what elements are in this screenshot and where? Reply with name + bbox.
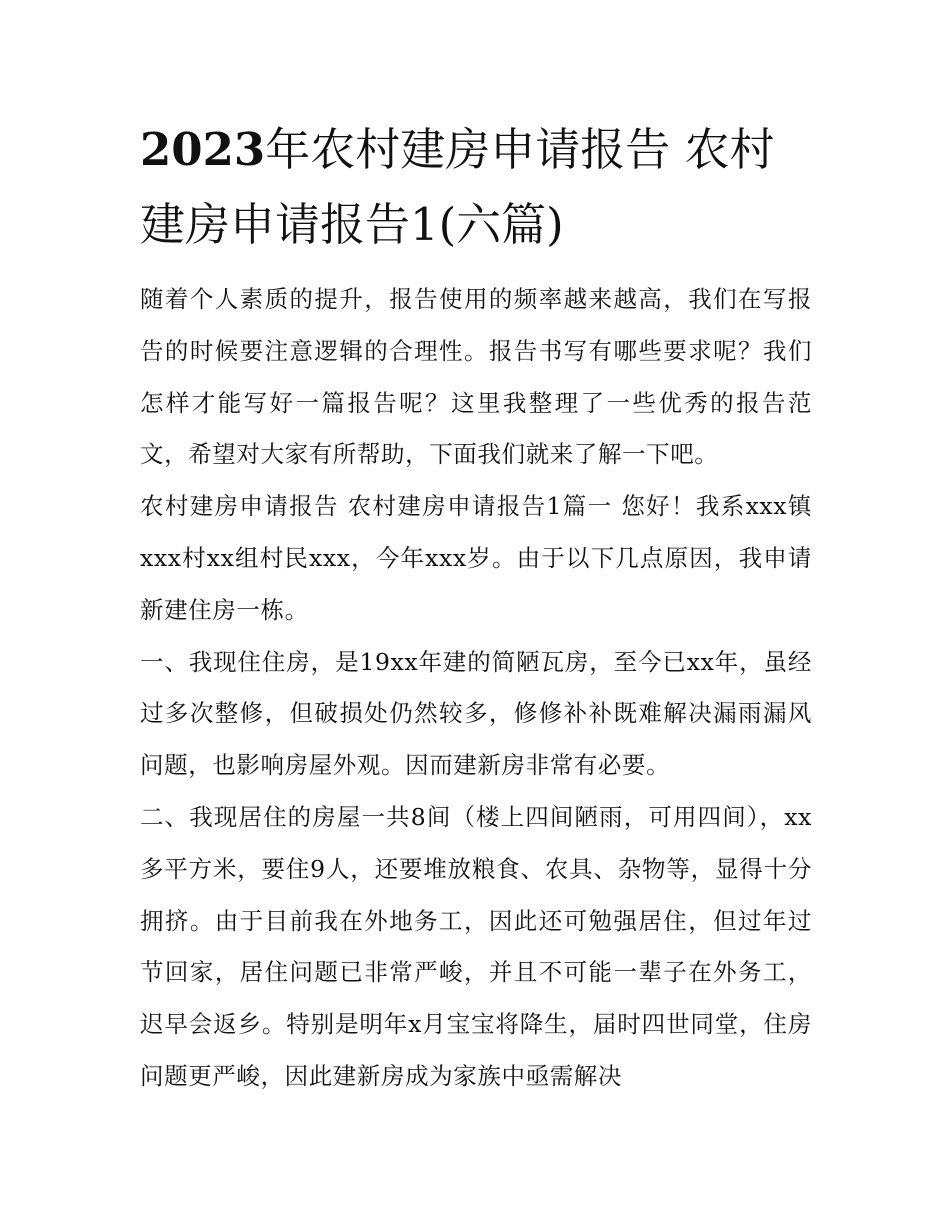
- document-body: [140, 274, 812, 1103]
- document-content: [140, 112, 812, 1103]
- intro-paragraph: 随着个人素质的提升，报告使用的频率越来越高，我们在写报告的时候要注意逻辑的合理性。报告书写有哪些要求呢？我们怎样才能写好一篇报告呢？这里我整理了一些优秀的报告范文，希望对大家有所帮助，下面我们就来了解一下吧。: [140, 285, 812, 469]
- title-text: 年农村建房申请报告 农村建房申请报告1(六篇): [140, 123, 775, 251]
- application-paragraph: 农村建房申请报告 农村建房申请报告1篇一 您好！我系xxx镇xxx村xx组村民xxx，今年xxx岁。由于以下几点原因，我申请新建住房一栋。: [140, 492, 812, 624]
- document-title: [140, 112, 812, 262]
- reason-two-paragraph: 二、我现居住的房屋一共8间（楼上四间陋雨，可用四间），xx多平方米，要住9人，还要堆放粮食、农具、杂物等，显得十分拥挤。由于目前我在外地务工，因此还可勉强居住，但过年过节回家，居住问题已非常严峻，并且不可能一辈子在外务工，迟早会返乡。特别是明年x月宝宝将降生，届时四世同堂，住房问题更严峻，因此建新房成为家族中亟需解决: [140, 802, 812, 1090]
- title-year: 2023: [140, 123, 266, 176]
- reason-one-paragraph: 一、我现住住房，是19xx年建的简陋瓦房，至今已xx年，虽经过多次整修，但破损处仍然较多，修修补补既难解决漏雨漏风问题，也影响房屋外观。因而建新房非常有必要。: [140, 647, 812, 780]
